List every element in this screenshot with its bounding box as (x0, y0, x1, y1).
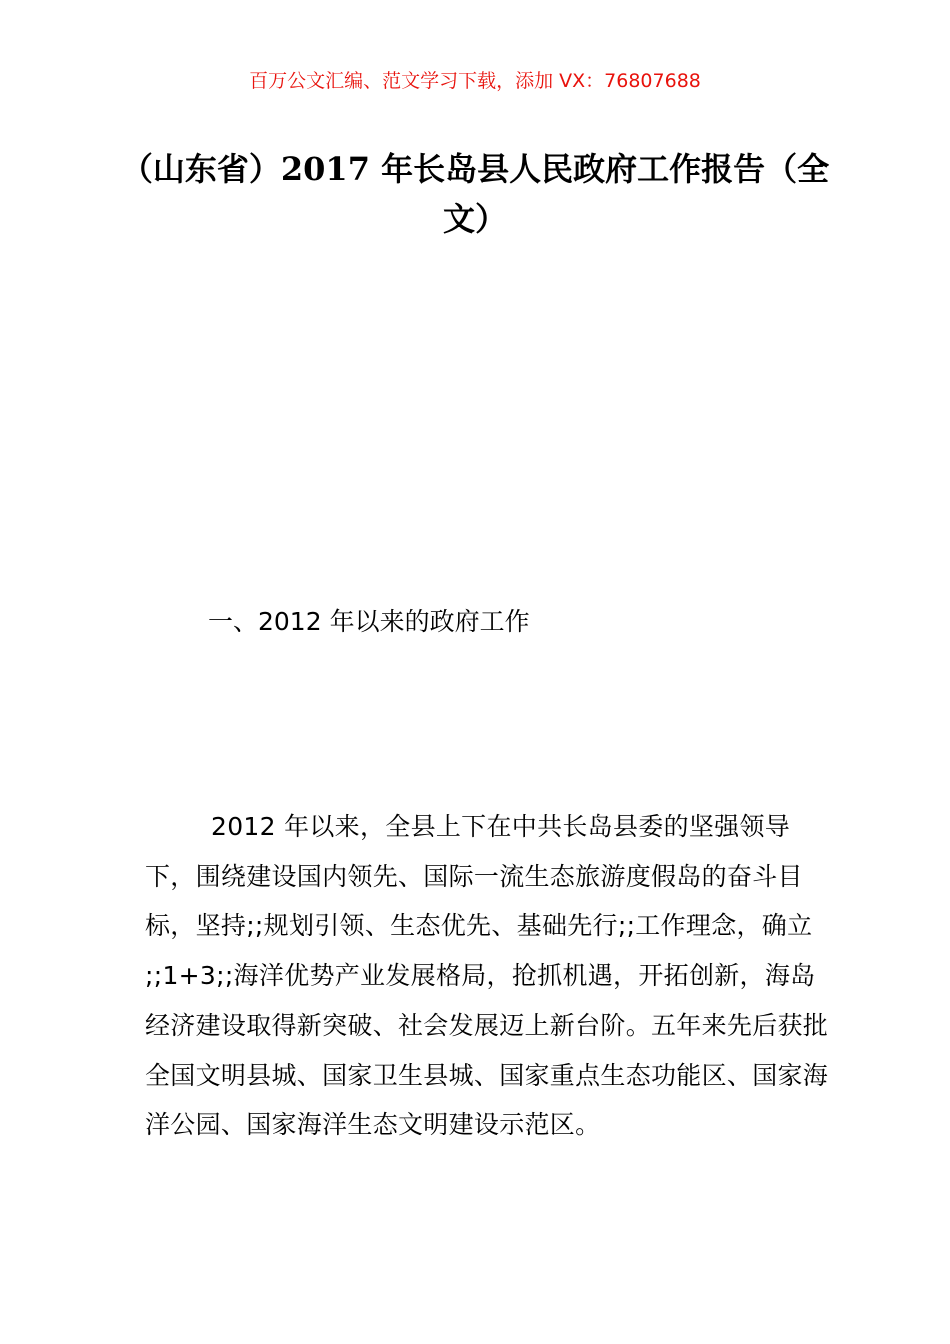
document-title: （山东省）2017 年长岛县人民政府工作报告（全文） (120, 150, 830, 238)
watermark-header: 百万公文汇编、范文学习下载，添加 VX：76807688 (249, 70, 701, 92)
section-heading: 一、2012 年以来的政府工作 (208, 607, 530, 636)
body-paragraph: 2012 年以来，全县上下在中共长岛县委的坚强领导下，围绕建设国内领先、国际一流生态旅游度假岛的奋斗目标，坚持;;规划引领、生态优先、基础先行;;工作理念，确立 ;;1+3;;海洋优势产业发展格局，抢抓机遇，开拓创新，海岛经济建设取得新突破、社会发展迈上新台阶。五年来先后获批全国文明县城、国家卫生县城、国家重点生态功能区、国家海洋公园、国家海洋生态文明建设示范区。 (145, 812, 829, 1140)
